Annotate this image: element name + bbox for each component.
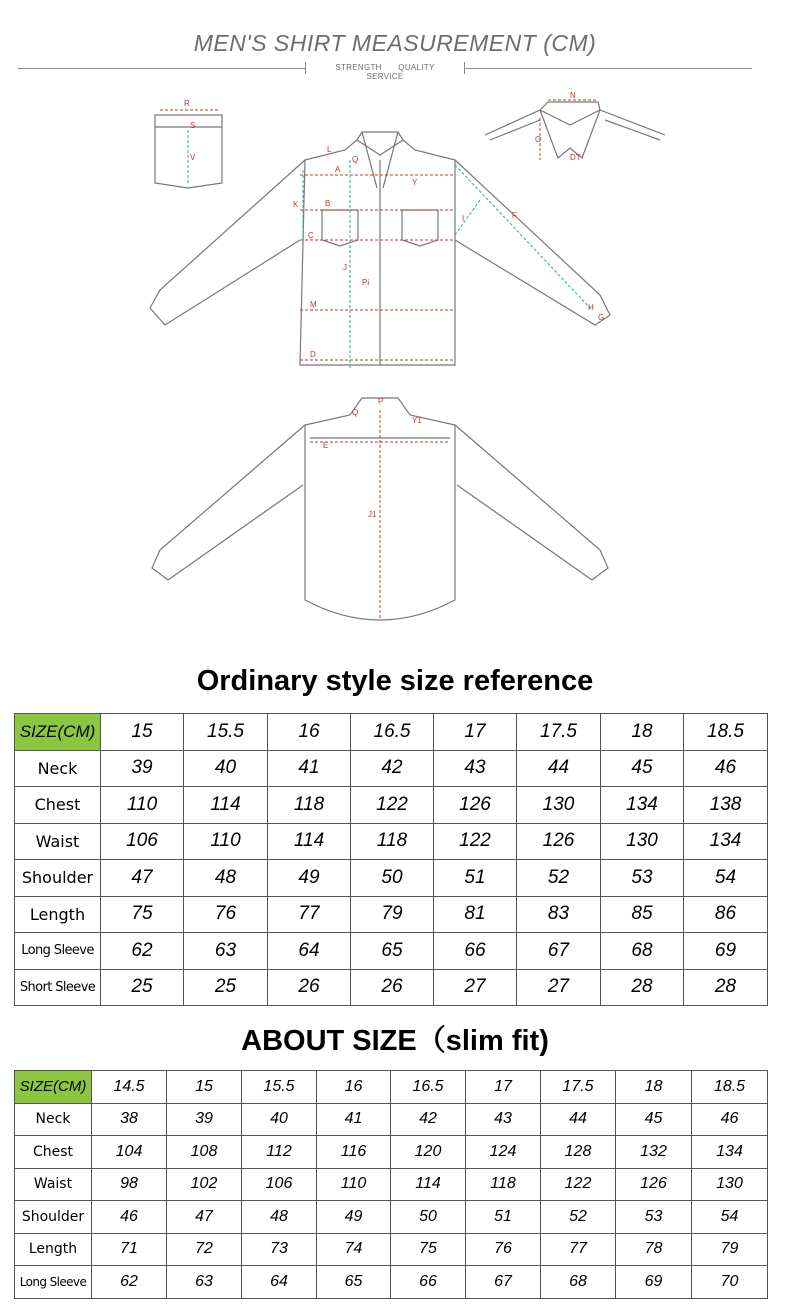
label-d: D	[310, 350, 316, 359]
table-cell: 41	[268, 750, 351, 787]
table-cell: 110	[101, 787, 184, 824]
table-cell: 27	[434, 969, 517, 1006]
size-cell: 17.5	[517, 714, 601, 751]
table-cell: 102	[167, 1168, 242, 1201]
shirt-diagram-svg	[0, 80, 790, 640]
table-cell: 54	[692, 1201, 768, 1234]
table-cell: 66	[391, 1266, 466, 1299]
size-header-cell: SIZE(CM)	[15, 1071, 92, 1104]
table-cell: 25	[101, 969, 184, 1006]
page-title: MEN'S SHIRT MEASUREMENT (CM)	[193, 30, 597, 56]
table-cell: 44	[517, 750, 601, 787]
table-row	[15, 750, 768, 787]
front-pocket-left	[322, 210, 358, 246]
table-cell: 68	[601, 933, 684, 970]
table-cell: 83	[517, 896, 601, 933]
table-cell: 28	[601, 969, 684, 1006]
collar-outline	[540, 110, 600, 158]
table-cell: 40	[242, 1103, 317, 1136]
label-r: R	[184, 99, 190, 108]
table-cell: 42	[391, 1103, 466, 1136]
row-label-length: Length	[15, 896, 101, 933]
table-cell: 67	[517, 933, 601, 970]
table-cell: 46	[92, 1201, 167, 1234]
table-cell: 77	[541, 1233, 616, 1266]
label-i: I	[462, 214, 465, 223]
row-label-short-sleeve: Short Sleeve	[15, 969, 101, 1006]
label-j1: J1	[368, 510, 377, 519]
table-row	[15, 1233, 768, 1266]
table-cell: 76	[184, 896, 268, 933]
table-cell: 53	[616, 1201, 692, 1234]
ordinary-size-title: Ordinary style size reference	[196, 665, 594, 697]
label-n: N	[570, 91, 576, 100]
table-row	[15, 787, 768, 824]
table-cell: 130	[601, 823, 684, 860]
size-cell: 14.5	[92, 1071, 167, 1104]
label-q-front: Q	[352, 155, 359, 164]
table-cell: 62	[92, 1266, 167, 1299]
label-m: M	[310, 300, 317, 309]
size-header-cell: SIZE(CM)	[15, 714, 101, 751]
table-cell: 72	[167, 1233, 242, 1266]
tag-service: SERVICE	[366, 72, 404, 81]
table-cell: 27	[517, 969, 601, 1006]
table-cell: 47	[101, 860, 184, 897]
size-cell: 17.5	[541, 1071, 616, 1104]
table-cell: 130	[692, 1168, 768, 1201]
size-cell: 15	[167, 1071, 242, 1104]
measure-f-line	[455, 165, 592, 310]
row-label-neck: Neck	[15, 750, 101, 787]
size-cell: 16.5	[391, 1071, 466, 1104]
table-cell: 69	[616, 1266, 692, 1299]
size-cell: 15	[101, 714, 184, 751]
table-cell: 26	[351, 969, 434, 1006]
table-cell: 79	[692, 1233, 768, 1266]
table-cell: 50	[351, 860, 434, 897]
table-cell: 62	[101, 933, 184, 970]
table-cell: 118	[466, 1168, 541, 1201]
tag-quality: QUALITY	[398, 63, 435, 72]
page-header	[0, 0, 790, 80]
size-cell: 18.5	[692, 1071, 768, 1104]
table-cell: 122	[541, 1168, 616, 1201]
table-cell: 104	[92, 1136, 167, 1169]
table-cell: 53	[601, 860, 684, 897]
table-row	[15, 896, 768, 933]
table-cell: 64	[268, 933, 351, 970]
table-cell: 108	[167, 1136, 242, 1169]
table-cell: 43	[466, 1103, 541, 1136]
table-row	[15, 823, 768, 860]
table-cell: 63	[184, 933, 268, 970]
table-cell: 76	[466, 1233, 541, 1266]
table-cell: 66	[434, 933, 517, 970]
table-cell: 120	[391, 1136, 466, 1169]
table-cell: 74	[317, 1233, 391, 1266]
label-f: F	[512, 211, 517, 220]
table-cell: 106	[242, 1168, 317, 1201]
label-pi: Pi	[362, 278, 370, 287]
row-label-waist: Waist	[15, 823, 101, 860]
table-cell: 75	[391, 1233, 466, 1266]
table-row	[15, 1266, 768, 1299]
table-cell: 67	[466, 1266, 541, 1299]
table-cell: 69	[684, 933, 768, 970]
table-row	[15, 933, 768, 970]
row-label-long-sleeve: Long Sleeve	[15, 933, 101, 970]
table-cell: 65	[317, 1266, 391, 1299]
table-cell: 64	[242, 1266, 317, 1299]
table-cell: 138	[684, 787, 768, 824]
table-header-row	[15, 1071, 768, 1104]
label-y1: Y1	[412, 416, 422, 425]
table-row	[15, 860, 768, 897]
label-j: J	[343, 263, 347, 272]
table-cell: 44	[541, 1103, 616, 1136]
label-c: C	[308, 231, 314, 240]
label-y: Y	[412, 178, 418, 187]
size-cell: 18.5	[684, 714, 768, 751]
table-cell: 49	[268, 860, 351, 897]
table-cell: 122	[351, 787, 434, 824]
table-cell: 42	[351, 750, 434, 787]
table-row	[15, 1168, 768, 1201]
table-row	[15, 1136, 768, 1169]
size-cell: 18	[616, 1071, 692, 1104]
table-cell: 118	[351, 823, 434, 860]
row-label-length: Length	[15, 1233, 92, 1266]
front-left-sleeve	[150, 160, 305, 325]
table-cell: 39	[167, 1103, 242, 1136]
table-cell: 132	[616, 1136, 692, 1169]
table-cell: 47	[167, 1201, 242, 1234]
label-o: O	[535, 135, 542, 144]
row-label-waist: Waist	[15, 1168, 92, 1201]
table-cell: 110	[184, 823, 268, 860]
label-v: V	[190, 153, 196, 162]
table-cell: 38	[92, 1103, 167, 1136]
table-cell: 71	[92, 1233, 167, 1266]
size-cell: 18	[601, 714, 684, 751]
size-cell: 16	[317, 1071, 391, 1104]
table-cell: 26	[268, 969, 351, 1006]
row-label-shoulder: Shoulder	[15, 1201, 92, 1234]
table-cell: 39	[101, 750, 184, 787]
label-b: B	[325, 199, 331, 208]
size-cell: 17	[466, 1071, 541, 1104]
table-cell: 86	[684, 896, 768, 933]
table-cell: 25	[184, 969, 268, 1006]
table-cell: 65	[351, 933, 434, 970]
label-g: G	[598, 313, 605, 322]
table-row	[15, 969, 768, 1006]
size-cell: 16.5	[351, 714, 434, 751]
table-cell: 128	[541, 1136, 616, 1169]
table-cell: 49	[317, 1201, 391, 1234]
label-a: A	[335, 165, 341, 174]
front-shirt-body	[300, 140, 455, 365]
measure-i-line	[455, 200, 480, 235]
label-k: K	[293, 200, 299, 209]
label-p: P	[378, 397, 384, 406]
tag-strength: STRENGTH	[335, 63, 382, 72]
back-left-sleeve	[152, 425, 305, 580]
label-s: S	[190, 121, 196, 130]
table-cell: 52	[541, 1201, 616, 1234]
size-cell: 17	[434, 714, 517, 751]
front-pocket-right	[402, 210, 438, 246]
table-cell: 112	[242, 1136, 317, 1169]
table-cell: 77	[268, 896, 351, 933]
table-cell: 118	[268, 787, 351, 824]
size-cell: 15.5	[242, 1071, 317, 1104]
row-label-chest: Chest	[15, 787, 101, 824]
table-cell: 85	[601, 896, 684, 933]
table-cell: 79	[351, 896, 434, 933]
table-cell: 40	[184, 750, 268, 787]
table-cell: 81	[434, 896, 517, 933]
table-row	[15, 1103, 768, 1136]
table-cell: 46	[692, 1103, 768, 1136]
table-cell: 73	[242, 1233, 317, 1266]
row-label-shoulder: Shoulder	[15, 860, 101, 897]
table-cell: 51	[434, 860, 517, 897]
table-cell: 52	[517, 860, 601, 897]
table-cell: 48	[184, 860, 268, 897]
table-cell: 51	[466, 1201, 541, 1234]
table-cell: 98	[92, 1168, 167, 1201]
size-cell: 15.5	[184, 714, 268, 751]
slim-fit-size-table	[14, 1070, 768, 1299]
label-e: E	[323, 441, 329, 450]
table-cell: 43	[434, 750, 517, 787]
ordinary-size-table	[14, 713, 768, 1006]
row-label-long-sleeve: Long Sleeve	[15, 1266, 92, 1299]
table-cell: 114	[268, 823, 351, 860]
table-cell: 134	[601, 787, 684, 824]
table-cell: 46	[684, 750, 768, 787]
header-tagline	[305, 63, 465, 81]
table-cell: 78	[616, 1233, 692, 1266]
table-cell: 124	[466, 1136, 541, 1169]
header-divider-right	[465, 68, 752, 69]
table-cell: 134	[692, 1136, 768, 1169]
table-cell: 45	[601, 750, 684, 787]
table-cell: 41	[317, 1103, 391, 1136]
table-header-row	[15, 714, 768, 751]
table-cell: 48	[242, 1201, 317, 1234]
table-cell: 126	[616, 1168, 692, 1201]
row-label-neck: Neck	[15, 1103, 92, 1136]
back-right-sleeve	[455, 425, 608, 580]
row-label-chest: Chest	[15, 1136, 92, 1169]
label-q-back: Q	[352, 408, 359, 417]
label-l: L	[327, 145, 332, 154]
table-cell: 68	[541, 1266, 616, 1299]
table-cell: 114	[184, 787, 268, 824]
table-cell: 106	[101, 823, 184, 860]
table-cell: 116	[317, 1136, 391, 1169]
table-cell: 114	[391, 1168, 466, 1201]
table-cell: 50	[391, 1201, 466, 1234]
table-cell: 126	[434, 787, 517, 824]
slim-fit-title: ABOUT SIZE（slim fit)	[241, 1025, 549, 1057]
table-cell: 126	[517, 823, 601, 860]
table-cell: 45	[616, 1103, 692, 1136]
table-cell: 130	[517, 787, 601, 824]
table-cell: 70	[692, 1266, 768, 1299]
size-cell: 16	[268, 714, 351, 751]
label-h: H	[588, 303, 594, 312]
front-right-sleeve	[455, 160, 610, 325]
table-row	[15, 1201, 768, 1234]
table-cell: 28	[684, 969, 768, 1006]
table-cell: 110	[317, 1168, 391, 1201]
table-cell: 54	[684, 860, 768, 897]
shirt-measurement-diagram	[0, 80, 790, 640]
table-cell: 63	[167, 1266, 242, 1299]
table-cell: 134	[684, 823, 768, 860]
table-cell: 75	[101, 896, 184, 933]
table-cell: 122	[434, 823, 517, 860]
label-dt: DT	[570, 153, 581, 162]
header-divider-left	[18, 68, 305, 69]
